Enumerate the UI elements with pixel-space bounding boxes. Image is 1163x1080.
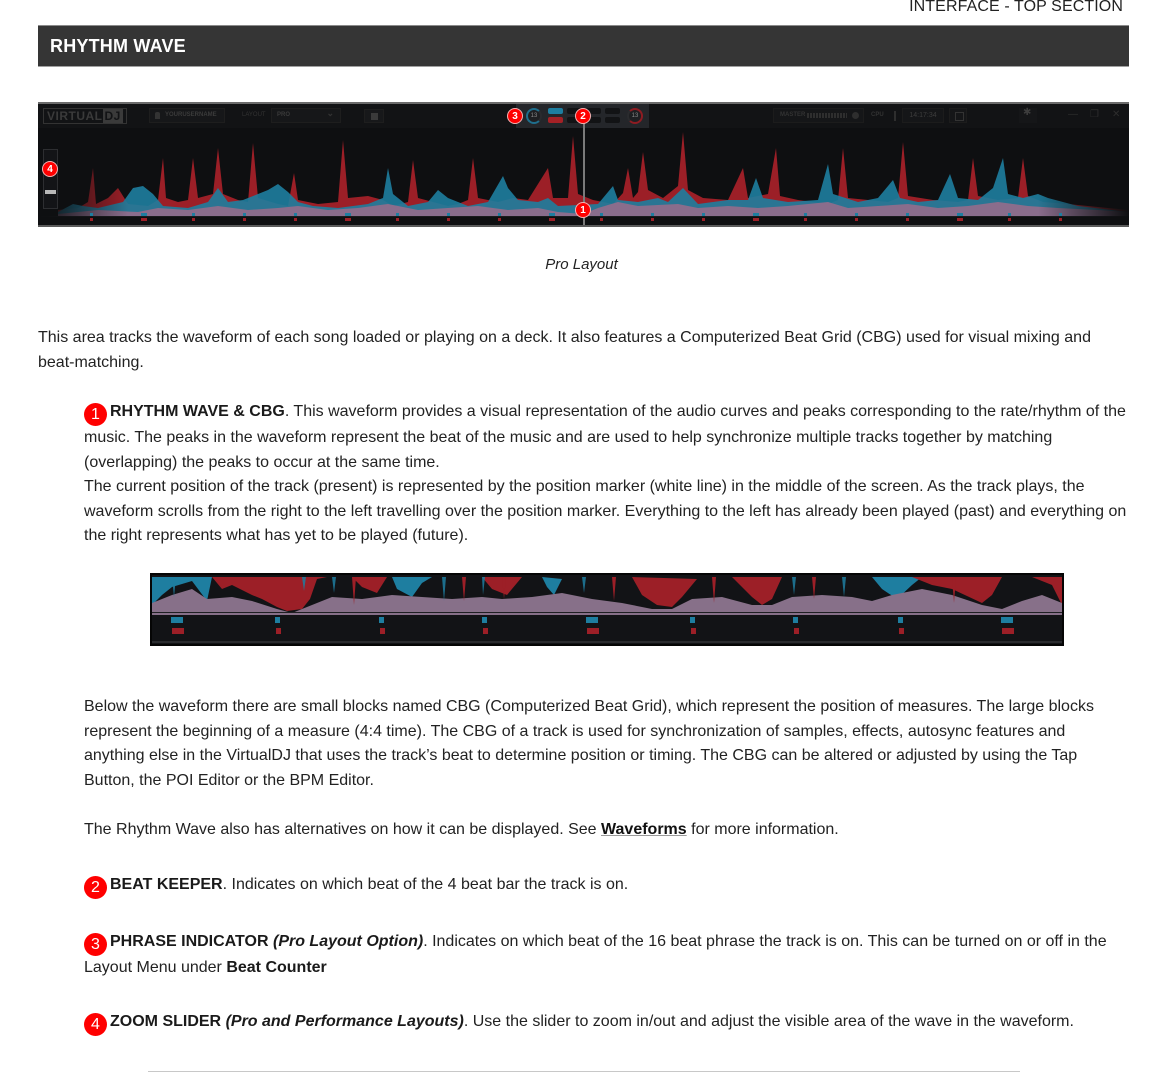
username-field: YOURUSERNAME bbox=[149, 108, 225, 123]
rhythm-wave-closeup bbox=[150, 573, 1064, 646]
callout-1: 1 bbox=[575, 202, 591, 218]
number-badge-4: 4 bbox=[84, 1013, 107, 1036]
cbg-paragraph: Below the waveform there are small blocks named CBG (Computerized Beat Grid), which represent the position of measures. The large blocks represent the beginning of a measure (4:4 time). The CBG of a track is used for synchronization of samples, effects, autosync features and anything else in the VirtualDJ that uses the track’s beat to determine position or timing. The CBG can be altered or adjusted by using the Tap Button, the POI Editor or the BPM Editor. bbox=[84, 698, 1094, 789]
number-badge-2: 2 bbox=[84, 876, 107, 899]
layout-label: LAYOUT bbox=[242, 112, 266, 118]
breadcrumb-current[interactable]: TOP SECTION bbox=[1014, 0, 1123, 15]
virtualdj-logo: VIRTUAL DJ bbox=[43, 108, 127, 124]
zoom-slider-thumb bbox=[45, 190, 56, 194]
pro-layout-screenshot bbox=[38, 102, 1129, 227]
item-phrase-indicator: 3 PHRASE INDICATOR (Pro Layout Option). Indicates on which beat of the 16 beat phrase the track is on. This can be turned on or off in the Layout Menu under Beat Counter bbox=[84, 933, 1107, 976]
callout-2: 2 bbox=[575, 108, 591, 124]
cpu-meter: CPU bbox=[868, 108, 900, 123]
phrase-indicator-right: 13 bbox=[627, 108, 643, 124]
waveform-closeup-graphic bbox=[152, 575, 1062, 644]
gear-icon bbox=[1019, 108, 1037, 123]
item-note: (Pro Layout Option) bbox=[272, 933, 424, 950]
alternatives-paragraph: The Rhythm Wave also has alternatives on how it can be displayed. See Waveforms for more information. bbox=[84, 821, 839, 838]
item-title: RHYTHM WAVE & CBG bbox=[110, 403, 285, 420]
callout-3: 3 bbox=[507, 108, 523, 124]
minimize-icon: — bbox=[1068, 109, 1078, 120]
intro-paragraph: This area tracks the waveform of each song loaded or playing on a deck. It also features a Computerized Beat Grid (CBG) used for visual mixing and beat-matching. bbox=[38, 329, 1091, 371]
figure-caption: Pro Layout bbox=[545, 256, 618, 273]
section-title: RHYTHM WAVE bbox=[50, 36, 186, 56]
zoom-slider bbox=[43, 149, 58, 209]
breadcrumb bbox=[909, 0, 1123, 16]
maximize-icon: ❐ bbox=[1090, 109, 1099, 120]
item-zoom-slider: 4 ZOOM SLIDER (Pro and Performance Layouts). Use the slider to zoom in/out and adjust the visible area of the wave in the waveform. bbox=[84, 1010, 1144, 1036]
layout-select: PRO ⌄ bbox=[271, 108, 341, 123]
cube-icon bbox=[364, 109, 384, 123]
item-note: (Pro and Performance Layouts) bbox=[225, 1013, 464, 1030]
clock: 14:17:34 bbox=[902, 108, 944, 123]
calendar-icon bbox=[949, 108, 967, 123]
item-rhythm-wave: 1 RHYTHM WAVE & CBG. This waveform provides a visual representation of the audio curves and peaks corresponding to the rate/rhythm of the music. The peaks in the waveform represent the beat of the music and are used to help synchronize multiple tracks together by matching (overlapping) the peaks to occur at the same time. The current position of the track (present) is represented by the position marker (white line) in the middle of the screen. As the track plays, the waveform scrolls from the right to the left travelling over the position marker. Everything to the left has already been played (past) and everything on the right represents what has yet to be played (future). bbox=[84, 403, 1127, 544]
item-title: BEAT KEEPER bbox=[110, 876, 223, 893]
number-badge-1: 1 bbox=[84, 403, 107, 426]
beat-counter-label: Beat Counter bbox=[226, 959, 327, 976]
number-badge-3: 3 bbox=[84, 933, 107, 956]
callout-4: 4 bbox=[42, 161, 58, 177]
breadcrumb-parent[interactable]: INTERFACE - bbox=[909, 0, 1015, 15]
master-meter: MASTER bbox=[773, 108, 864, 123]
phrase-indicator-left: 13 bbox=[526, 108, 542, 124]
item-title: ZOOM SLIDER bbox=[110, 1013, 222, 1030]
divider bbox=[148, 1071, 1020, 1072]
item-title: PHRASE INDICATOR bbox=[110, 933, 269, 950]
close-icon: ✕ bbox=[1112, 109, 1121, 120]
section-header bbox=[38, 25, 1129, 67]
item-beat-keeper: 2 BEAT KEEPER. Indicates on which beat of the 4 beat bar the track is on. bbox=[84, 873, 1124, 899]
waveforms-link[interactable]: Waveforms bbox=[601, 821, 687, 838]
